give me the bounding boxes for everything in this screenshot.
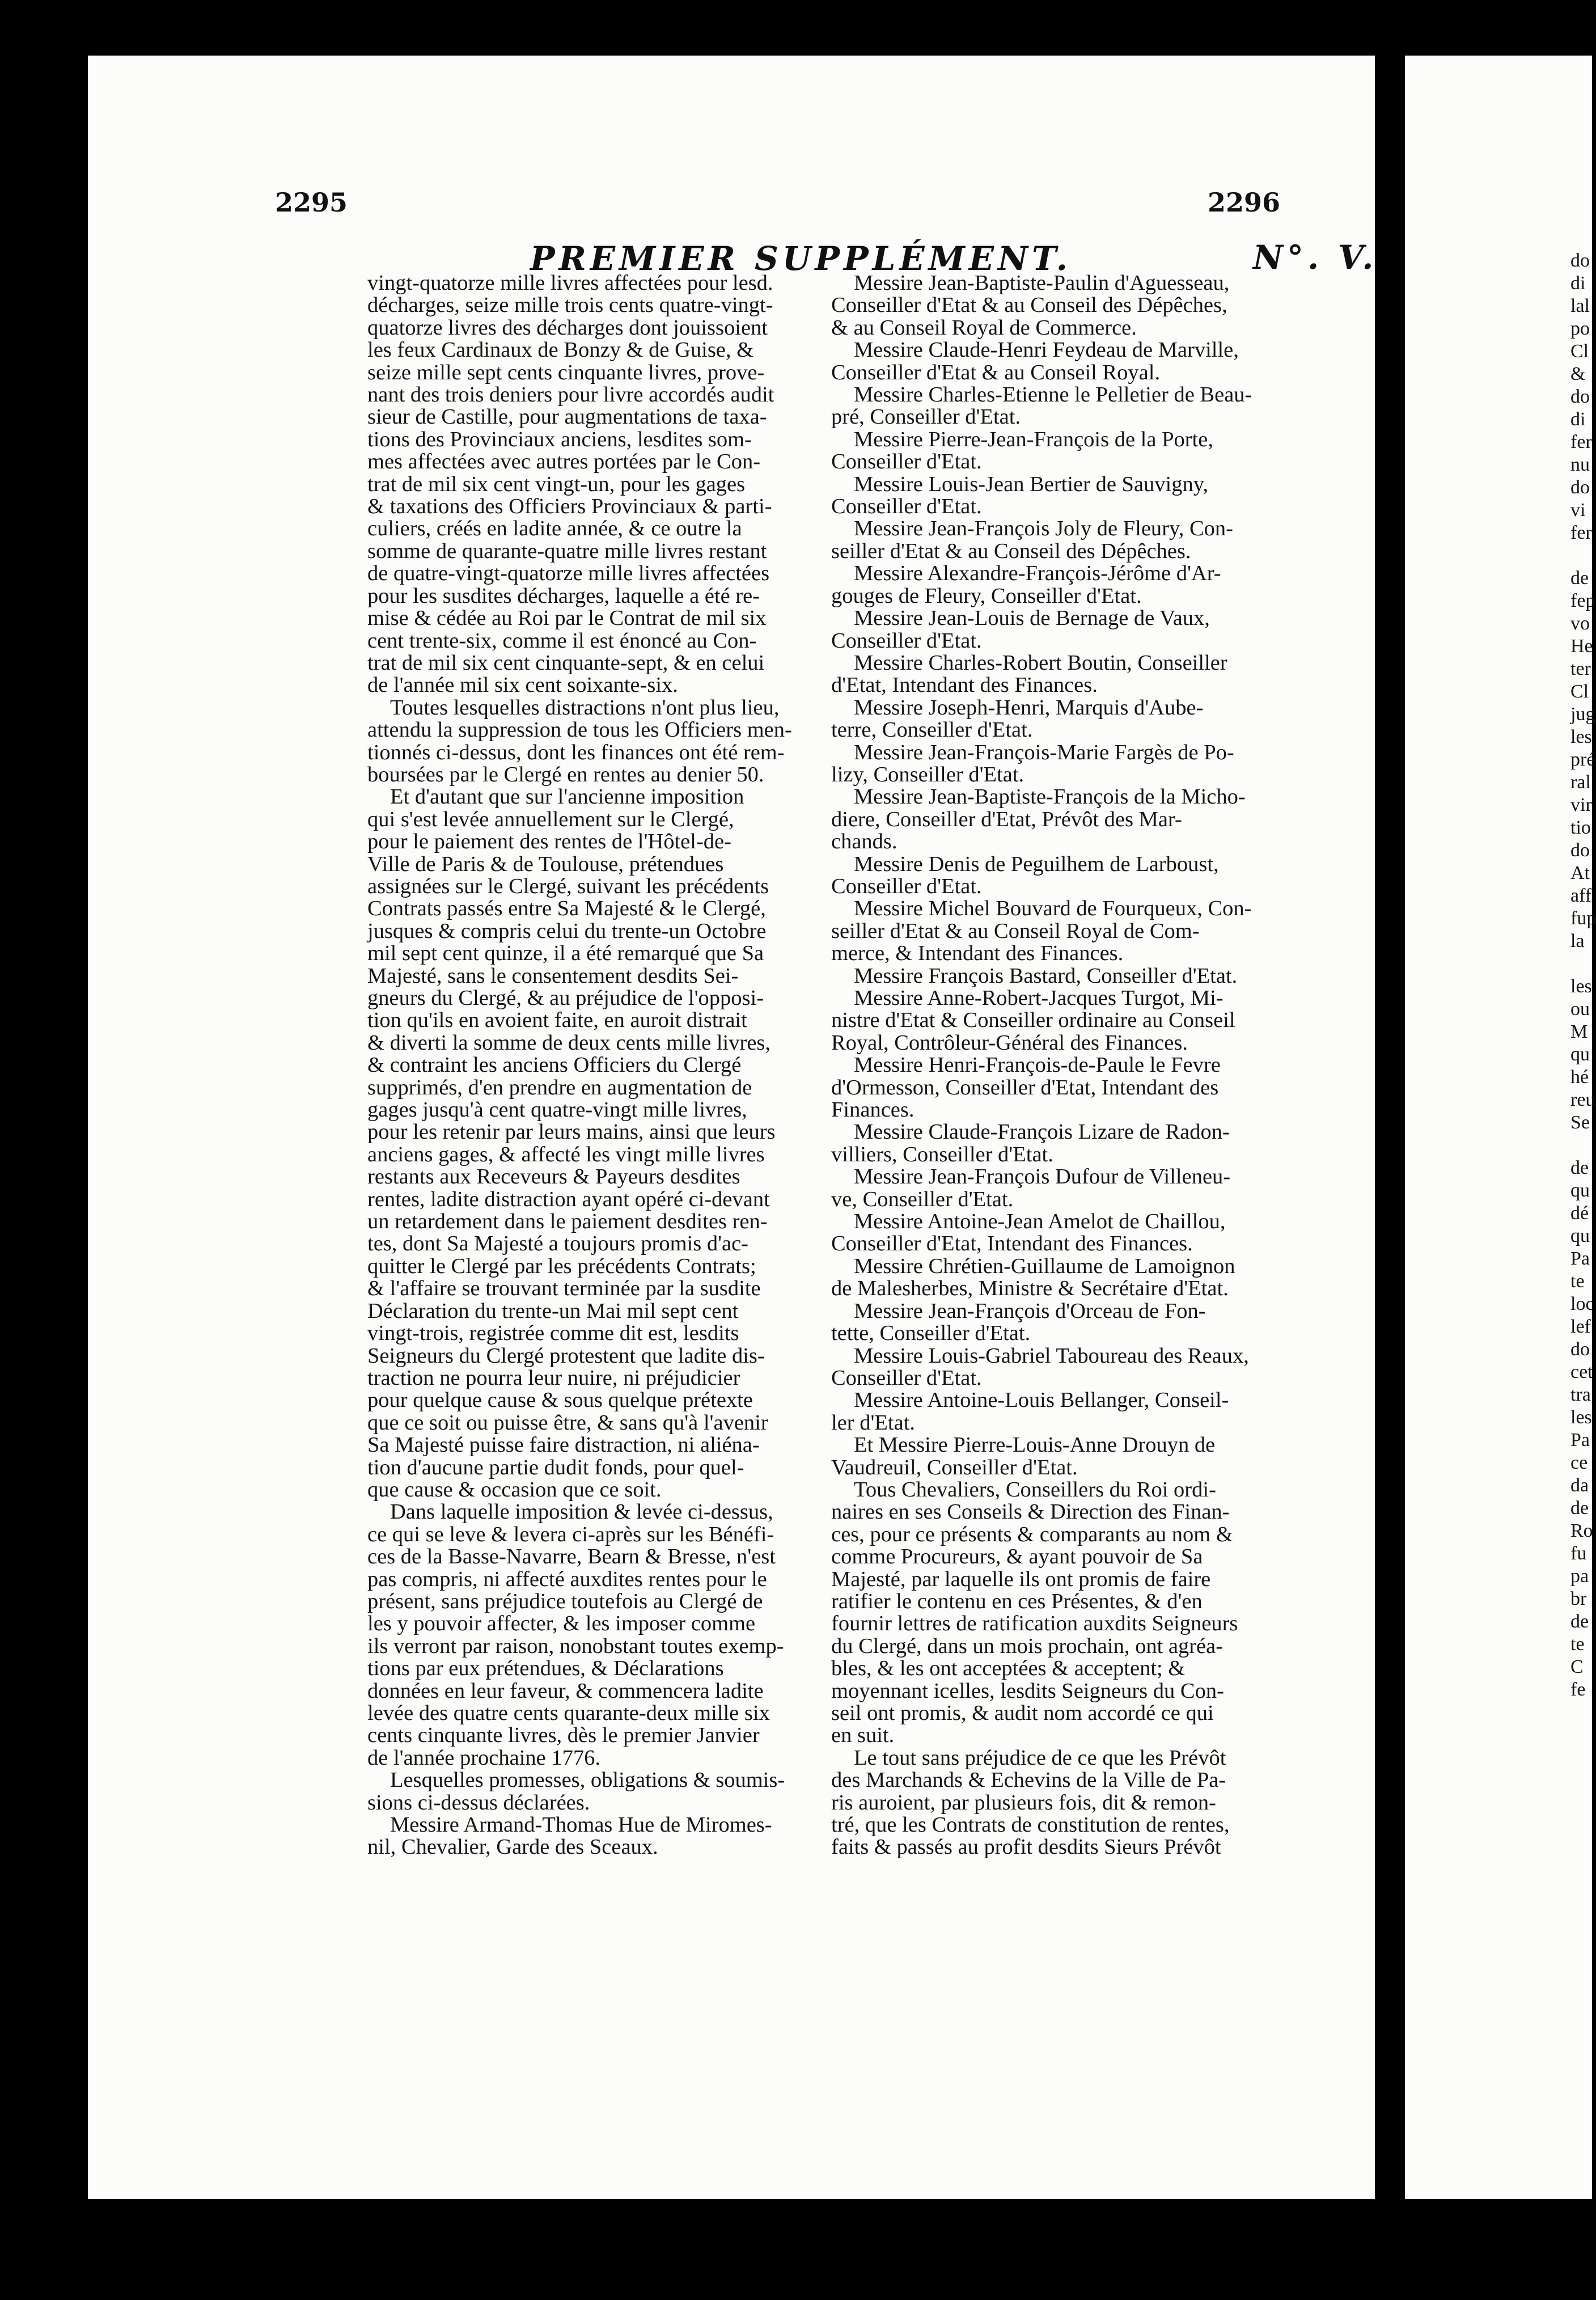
text-line: pré, Conseiller d'Etat. [831, 405, 1021, 429]
page-number-left: 2295 [275, 187, 348, 218]
text-line: nistre d'Etat & Conseiller ordinaire au Conseil [831, 1008, 1235, 1033]
text-line: Messire Claude-Henri Feydeau de Marville, [854, 338, 1239, 362]
fragment-line: loc [1570, 1293, 1594, 1314]
text-line: qui s'est levée annuellement sur le Clergé, [367, 807, 734, 831]
text-line: bles, & les ont acceptées & acceptent; & [831, 1656, 1186, 1681]
fragment-line: Pa [1570, 1248, 1590, 1269]
paragraph [367, 272, 790, 697]
text-line: lizy, Conseiller d'Etat. [831, 762, 1025, 787]
fragment-line: Cl [1570, 341, 1589, 362]
text-line: culiers, créés en ladite année, & ce outre la [367, 517, 742, 541]
text-line: & diverti la somme de deux cents mille livres, [367, 1030, 771, 1055]
fragment-line: do [1570, 840, 1590, 861]
fragment-line: qu [1570, 1180, 1590, 1201]
paragraph [367, 1814, 790, 1859]
text-line: somme de quarante-quatre mille livres restant [367, 539, 767, 563]
fragment-line: He [1570, 636, 1593, 657]
text-line: & au Conseil Royal de Commerce. [831, 315, 1137, 340]
fragment-line: de [1570, 1157, 1589, 1178]
paragraph [831, 1747, 1254, 1859]
running-head-title: PREMIER SUPPLÉMENT. [530, 239, 1072, 278]
paragraph [831, 384, 1254, 429]
text-line: jusques & compris celui du trente-un Octobre [367, 919, 767, 943]
text-line: levée des quatre cents quarante-deux mille six [367, 1701, 770, 1725]
text-line: Messire Antoine-Jean Amelot de Chaillou, [854, 1210, 1226, 1234]
text-line: tion qu'ils en avoient faite, en auroit distrait [367, 1008, 747, 1033]
fragment-line: les [1570, 1407, 1592, 1428]
fragment-line: da [1570, 1475, 1589, 1496]
text-line: quitter le Clergé par les précédents Contrats; [367, 1254, 756, 1278]
fragment-line [1570, 1134, 1585, 1157]
text-line: comme Procureurs, & ayant pouvoir de Sa [831, 1545, 1203, 1569]
text-line: les feux Cardinaux de Bonzy & de Guise, & [367, 338, 754, 362]
fragment-line: lal [1570, 295, 1590, 316]
text-line: & taxations des Officiers Provinciaux & parti- [367, 494, 772, 519]
page-number-right: 2296 [1208, 187, 1281, 218]
text-line: Messire Claude-François Lizare de Radon- [854, 1120, 1230, 1144]
text-line: ve, Conseiller d'Etat. [831, 1187, 1014, 1211]
text-line: que ce soit ou puisse être, & sans qu'à l'avenir [367, 1410, 768, 1435]
text-line: Messire Jean-Baptiste-Paulin d'Aguesseau, [854, 271, 1230, 295]
text-line: de l'année mil six cent soixante-six. [367, 673, 678, 697]
text-line: de Malesherbes, Ministre & Secrétaire d'Etat. [831, 1276, 1229, 1301]
text-line: Conseiller d'Etat & au Conseil des Dépêches, [831, 293, 1227, 318]
text-line: Conseiller d'Etat. [831, 628, 982, 653]
text-line: Messire Charles-Etienne le Pelletier de Beau- [854, 383, 1252, 407]
paragraph [831, 987, 1254, 1054]
text-line: en suit. [831, 1723, 895, 1748]
text-line: Messire Anne-Robert-Jacques Turgot, Mi- [854, 986, 1224, 1010]
text-line: Seigneurs du Clergé protestent que ladite dis- [367, 1343, 765, 1368]
fragment-line: po [1570, 318, 1590, 339]
paragraph [831, 652, 1254, 697]
fragment-line: qu [1570, 1225, 1590, 1246]
text-line: Messire Jean-Baptiste-François de la Micho- [854, 785, 1246, 809]
text-line: attendu la suppression de tous les Officiers men- [367, 718, 792, 742]
text-line: diere, Conseiller d'Etat, Prévôt des Mar- [831, 807, 1182, 831]
fragment-line: fer [1570, 432, 1592, 453]
text-line: Majesté, sans le consentement desdits Sei- [367, 963, 739, 988]
fragment-line [1570, 953, 1585, 975]
paragraph [831, 339, 1254, 384]
text-line: pour le paiement des rentes de l'Hôtel-de- [367, 830, 731, 854]
paragraph [831, 697, 1254, 742]
fragment-line: la [1570, 931, 1585, 952]
fragment-line: lef [1570, 1316, 1591, 1337]
fragment-line: vir [1570, 794, 1592, 815]
text-line: Déclaration du trente-un Mai mil sept cent [367, 1299, 739, 1323]
text-line: seiller d'Etat & au Conseil des Dépêches. [831, 539, 1191, 563]
text-line: Messire Henri-François-de-Paule le Fevre [854, 1053, 1221, 1077]
text-line: Toutes lesquelles distractions n'ont plus lieu, [390, 695, 780, 720]
text-line: Messire Michel Bouvard de Fourqueux, Con- [854, 897, 1252, 921]
text-line: & l'affaire se trouvant terminée par la susdite [367, 1276, 761, 1301]
text-line: Conseiller d'Etat & au Conseil Royal. [831, 360, 1161, 384]
fragment-line: vi [1570, 500, 1586, 521]
text-line: gouges de Fleury, Conseiller d'Etat. [831, 584, 1142, 608]
text-line: Royal, Contrôleur-Général des Finances. [831, 1030, 1188, 1055]
fragment-line: do [1570, 477, 1590, 498]
paragraph [367, 697, 790, 787]
text-line: un retardement dans le paiement desdites ren- [367, 1210, 768, 1234]
text-line: pour les susdites décharges, laquelle a été re- [367, 584, 760, 608]
text-line: ratifier le contenu en ces Présentes, & d'en [831, 1589, 1203, 1613]
fragment-line: ter [1570, 658, 1591, 679]
paragraph [831, 1166, 1254, 1211]
fragment-line: Pa [1570, 1430, 1590, 1451]
text-line: Le tout sans préjudice de ce que les Prévôt [854, 1745, 1226, 1770]
paragraph [831, 1255, 1254, 1300]
text-line: Messire Jean-Louis de Bernage de Vaux, [854, 606, 1210, 631]
fragment-line: ral [1570, 772, 1591, 793]
text-line: rentes, ladite distraction ayant opéré ci-devant [367, 1187, 770, 1211]
text-line: traction ne pourra leur nuire, ni préjudicier [367, 1365, 740, 1390]
text-line: moyennant icelles, lesdits Seigneurs du Con- [831, 1679, 1224, 1703]
fragment-line: vo [1570, 613, 1590, 634]
text-line: d'Ormesson, Conseiller d'Etat, Intendant des [831, 1075, 1219, 1100]
text-line: Majesté, par laquelle ils ont promis de faire [831, 1567, 1211, 1591]
text-line: Messire Charles-Robert Boutin, Conseiller [854, 650, 1227, 675]
text-line: données en leur faveur, & commencera ladite [367, 1679, 764, 1703]
fragment-line: di [1570, 409, 1586, 430]
text-line: seiller d'Etat & au Conseil Royal de Com- [831, 919, 1200, 943]
text-line: ils verront par raison, nonobstant toutes exemp- [367, 1634, 784, 1658]
fragment-line: do [1570, 250, 1590, 271]
fragment-line: fep [1570, 590, 1595, 611]
text-line: Messire Jean-François d'Orceau de Fon- [854, 1299, 1206, 1323]
text-line: ces, pour ce présents & comparants au nom & [831, 1522, 1233, 1546]
text-line: restants aux Receveurs & Payeurs desdites [367, 1165, 740, 1189]
text-line: Messire Joseph-Henri, Marquis d'Aube- [854, 695, 1204, 720]
fragment-line: de [1570, 568, 1589, 589]
paragraph [831, 429, 1254, 473]
text-line: cent trente-six, comme il est énoncé au Con- [367, 628, 757, 653]
fragment-line: & [1570, 363, 1586, 384]
fragment-line: fe [1570, 1679, 1586, 1700]
text-line: villiers, Conseiller d'Etat. [831, 1142, 1053, 1166]
paragraph [831, 518, 1254, 563]
text-line: ce qui se leve & levera ci-après sur les Bénéfi- [367, 1522, 774, 1546]
fragment-line: les [1570, 726, 1592, 747]
fragment-line: reu [1570, 1089, 1595, 1110]
fragment-line: nu [1570, 454, 1590, 475]
text-line: assignées sur le Clergé, suivant les précédents [367, 874, 769, 898]
text-line: d'Etat, Intendant des Finances. [831, 673, 1098, 697]
paragraph [367, 786, 790, 1501]
fragment-line: les [1570, 976, 1592, 997]
paragraph [831, 965, 1254, 987]
fragment-line: C [1570, 1656, 1584, 1677]
text-line: Messire Alexandre-François-Jérôme d'Ar- [854, 561, 1221, 586]
text-line: Messire François Bastard, Conseiller d'Etat. [854, 963, 1238, 988]
fragment-line: dé [1570, 1203, 1589, 1224]
text-line: décharges, seize mille trois cents quatre-vingt- [367, 293, 773, 318]
text-line: mise & cédée au Roi par le Contrat de mil six [367, 606, 767, 631]
text-line: Dans laquelle imposition & levée ci-dessus, [390, 1500, 773, 1524]
text-line: nil, Chevalier, Garde des Sceaux. [367, 1835, 658, 1859]
text-line: fournir lettres de ratification auxdits Seigneurs [831, 1612, 1238, 1636]
text-line: Ville de Paris & de Toulouse, prétendues [367, 852, 724, 876]
text-line: gages jusqu'à cent quatre-vingt mille livres, [367, 1098, 747, 1122]
text-line: anciens gages, & affecté les vingt mille livres [367, 1142, 765, 1166]
text-line: Messire Denis de Peguilhem de Larboust, [854, 852, 1219, 876]
text-line: trat de mil six cent vingt-un, pour les gages [367, 472, 746, 496]
fragment-line: tio [1570, 817, 1591, 838]
paragraph [367, 1501, 790, 1769]
text-line: mil sept cent quinze, il a été remarqué que Sa [367, 941, 764, 966]
paragraph [831, 742, 1254, 787]
text-line: Vaudreuil, Conseiller d'Etat. [831, 1455, 1078, 1479]
text-line: merce, & Intendant des Finances. [831, 941, 1124, 966]
text-line: les y pouvoir affecter, & les imposer comme [367, 1612, 756, 1636]
fragment-line: cet [1570, 1362, 1593, 1382]
text-line: pas compris, ni affecté auxdites rentes pour le [367, 1567, 767, 1591]
text-line: Messire Antoine-Louis Bellanger, Conseil- [854, 1388, 1229, 1413]
text-line: de quatre-vingt-quatorze mille livres affectées [367, 561, 770, 586]
text-line: boursées par le Clergé en rentes au denier 50. [367, 762, 764, 787]
text-line: Messire Louis-Gabriel Taboureau des Reaux, [854, 1343, 1249, 1368]
text-line: tette, Conseiller d'Etat. [831, 1321, 1031, 1346]
text-line: tré, que les Contrats de constitution de rentes, [831, 1813, 1230, 1837]
right-page-edge [1405, 56, 1596, 2199]
text-line: tes, dont Sa Majesté a toujours promis d'ac- [367, 1232, 749, 1256]
fragment-line: pré [1570, 749, 1595, 770]
fragment-line: Se [1570, 1112, 1590, 1133]
fragment-line: fer [1570, 522, 1592, 543]
text-line: seize mille sept cents cinquante livres, prove- [367, 360, 765, 384]
paragraph [831, 563, 1254, 607]
paragraph [831, 1121, 1254, 1166]
text-line: ris auroient, par plusieurs fois, dit & remon- [831, 1790, 1216, 1815]
text-line: & contraint les anciens Officiers du Clergé [367, 1053, 742, 1077]
fragment-line: Cl [1570, 681, 1589, 702]
text-line: Et Messire Pierre-Louis-Anne Drouyn de [854, 1433, 1216, 1457]
text-line: nant des trois deniers pour livre accordés audit [367, 383, 774, 407]
right-page-text-fragments [1570, 250, 1596, 1951]
fragment-line: tra [1570, 1384, 1591, 1405]
text-line: supprimés, d'en prendre en augmentation de [367, 1075, 752, 1100]
paragraph [831, 1211, 1254, 1255]
fragment-line: de [1570, 1611, 1589, 1632]
text-column-right [831, 272, 1254, 1859]
paragraph [831, 1300, 1254, 1345]
text-line: tions des Provinciaux anciens, lesdites som- [367, 427, 752, 451]
fragment-line: te [1570, 1271, 1585, 1292]
text-line: naires en ses Conseils & Direction des Finan- [831, 1500, 1230, 1524]
fragment-line: di [1570, 273, 1586, 294]
text-line: mes affectées avec autres portées par le Con- [367, 450, 761, 474]
paragraph [831, 1434, 1254, 1479]
fragment-line: de [1570, 1498, 1589, 1519]
text-line: seil ont promis, & audit nom accordé ce qui [831, 1701, 1214, 1725]
text-line: Contrats passés entre Sa Majesté & le Clergé, [367, 897, 766, 921]
text-line: trat de mil six cent cinquante-sept, & en celui [367, 650, 765, 675]
text-line: Et d'autant que sur l'ancienne imposition [390, 785, 744, 809]
text-line: Lesquelles promesses, obligations & soumis- [390, 1768, 785, 1792]
fragment-line: ou [1570, 999, 1590, 1020]
text-line: Messire Jean-François Dufour de Villeneu- [854, 1165, 1231, 1189]
paragraph [831, 1345, 1254, 1390]
text-line: vingt-trois, registrée comme dit est, lesdits [367, 1321, 739, 1346]
paragraph [831, 786, 1254, 853]
text-line: présent, sans préjudice toutefois au Clergé de [367, 1589, 763, 1613]
paragraph [831, 898, 1254, 965]
fragment-line: br [1570, 1588, 1587, 1609]
fragment-line: At [1570, 862, 1590, 883]
fragment-line: do [1570, 386, 1590, 407]
text-line: terre, Conseiller d'Etat. [831, 718, 1033, 742]
text-line: Messire Armand-Thomas Hue de Miromes- [390, 1813, 772, 1837]
text-line: Conseiller d'Etat. [831, 874, 982, 898]
text-line: quatorze livres des décharges dont jouissoient [367, 315, 768, 340]
text-line: Sa Majesté puisse faire distraction, ni aliéna- [367, 1433, 760, 1457]
text-line: pour quelque cause & sous quelque prétexte [367, 1388, 753, 1413]
paragraph [831, 1479, 1254, 1747]
fragment-line: fup [1570, 908, 1596, 929]
fragment-line: aff [1570, 885, 1592, 906]
text-column-left [367, 272, 790, 1859]
text-line: Conseiller d'Etat. [831, 1365, 982, 1390]
fragment-line: jug [1570, 704, 1595, 725]
text-line: pour les retenir par leurs mains, ainsi que leurs [367, 1120, 776, 1144]
text-line: Messire Pierre-Jean-François de la Porte, [854, 427, 1213, 451]
text-line: ler d'Etat. [831, 1410, 916, 1435]
running-head-number: N°. V. [1253, 238, 1378, 277]
paragraph [831, 272, 1254, 339]
fragment-line: Ro [1570, 1520, 1593, 1541]
text-line: ces de la Basse-Navarre, Bearn & Bresse, n'est [367, 1545, 776, 1569]
text-line: Conseiller d'Etat, Intendant des Finances. [831, 1232, 1193, 1256]
text-line: Conseiller d'Etat. [831, 494, 982, 519]
text-line: sieur de Castille, pour augmentations de taxa- [367, 405, 767, 429]
fragment-line: te [1570, 1634, 1585, 1655]
text-line: Conseiller d'Etat. [831, 450, 982, 474]
fragment-line: qu [1570, 1044, 1590, 1065]
text-line: du Clergé, dans un mois prochain, ont agréa- [831, 1634, 1224, 1658]
text-line: sions ci-dessus déclarées. [367, 1790, 590, 1815]
text-line: de l'année prochaine 1776. [367, 1745, 601, 1770]
fragment-line: ce [1570, 1452, 1588, 1473]
fragment-line: M [1570, 1021, 1588, 1042]
text-line: que cause & occasion que ce soit. [367, 1477, 662, 1502]
text-line: vingt-quatorze mille livres affectées pour lesd. [367, 271, 773, 295]
paragraph [367, 1769, 790, 1814]
text-line: Messire Louis-Jean Bertier de Sauvigny, [854, 472, 1209, 496]
fragment-line: hé [1570, 1067, 1589, 1088]
paragraph [831, 853, 1254, 898]
text-line: faits & passés au profit desdits Sieurs Prévôt [831, 1835, 1221, 1859]
paragraph [831, 473, 1254, 518]
text-line: des Marchands & Echevins de la Ville de Pa- [831, 1768, 1226, 1792]
fragment-line: do [1570, 1339, 1590, 1360]
text-line: tionnés ci-dessus, dont les finances ont été rem- [367, 740, 785, 764]
text-line: Tous Chevaliers, Conseillers du Roi ordi- [854, 1477, 1216, 1502]
text-line: tions par eux prétendues, & Déclarations [367, 1656, 724, 1681]
paragraph [831, 1389, 1254, 1434]
paragraph [831, 1054, 1254, 1121]
text-line: Messire Jean-François-Marie Fargès de Po- [854, 740, 1234, 764]
text-line: tion d'aucune partie dudit fonds, pour quel- [367, 1455, 744, 1479]
fragment-line [1570, 544, 1585, 567]
paragraph [831, 607, 1254, 652]
fragment-line: pa [1570, 1566, 1589, 1587]
text-line: Finances. [831, 1098, 915, 1122]
text-line: Messire Jean-François Joly de Fleury, Con- [854, 517, 1233, 541]
text-line: gneurs du Clergé, & au préjudice de l'opposi- [367, 986, 764, 1010]
text-line: cents cinquante livres, dès le premier Janvier [367, 1723, 760, 1748]
text-line: Messire Chrétien-Guillaume de Lamoignon [854, 1254, 1235, 1278]
fragment-line: fu [1570, 1543, 1587, 1564]
text-line: chands. [831, 830, 898, 854]
